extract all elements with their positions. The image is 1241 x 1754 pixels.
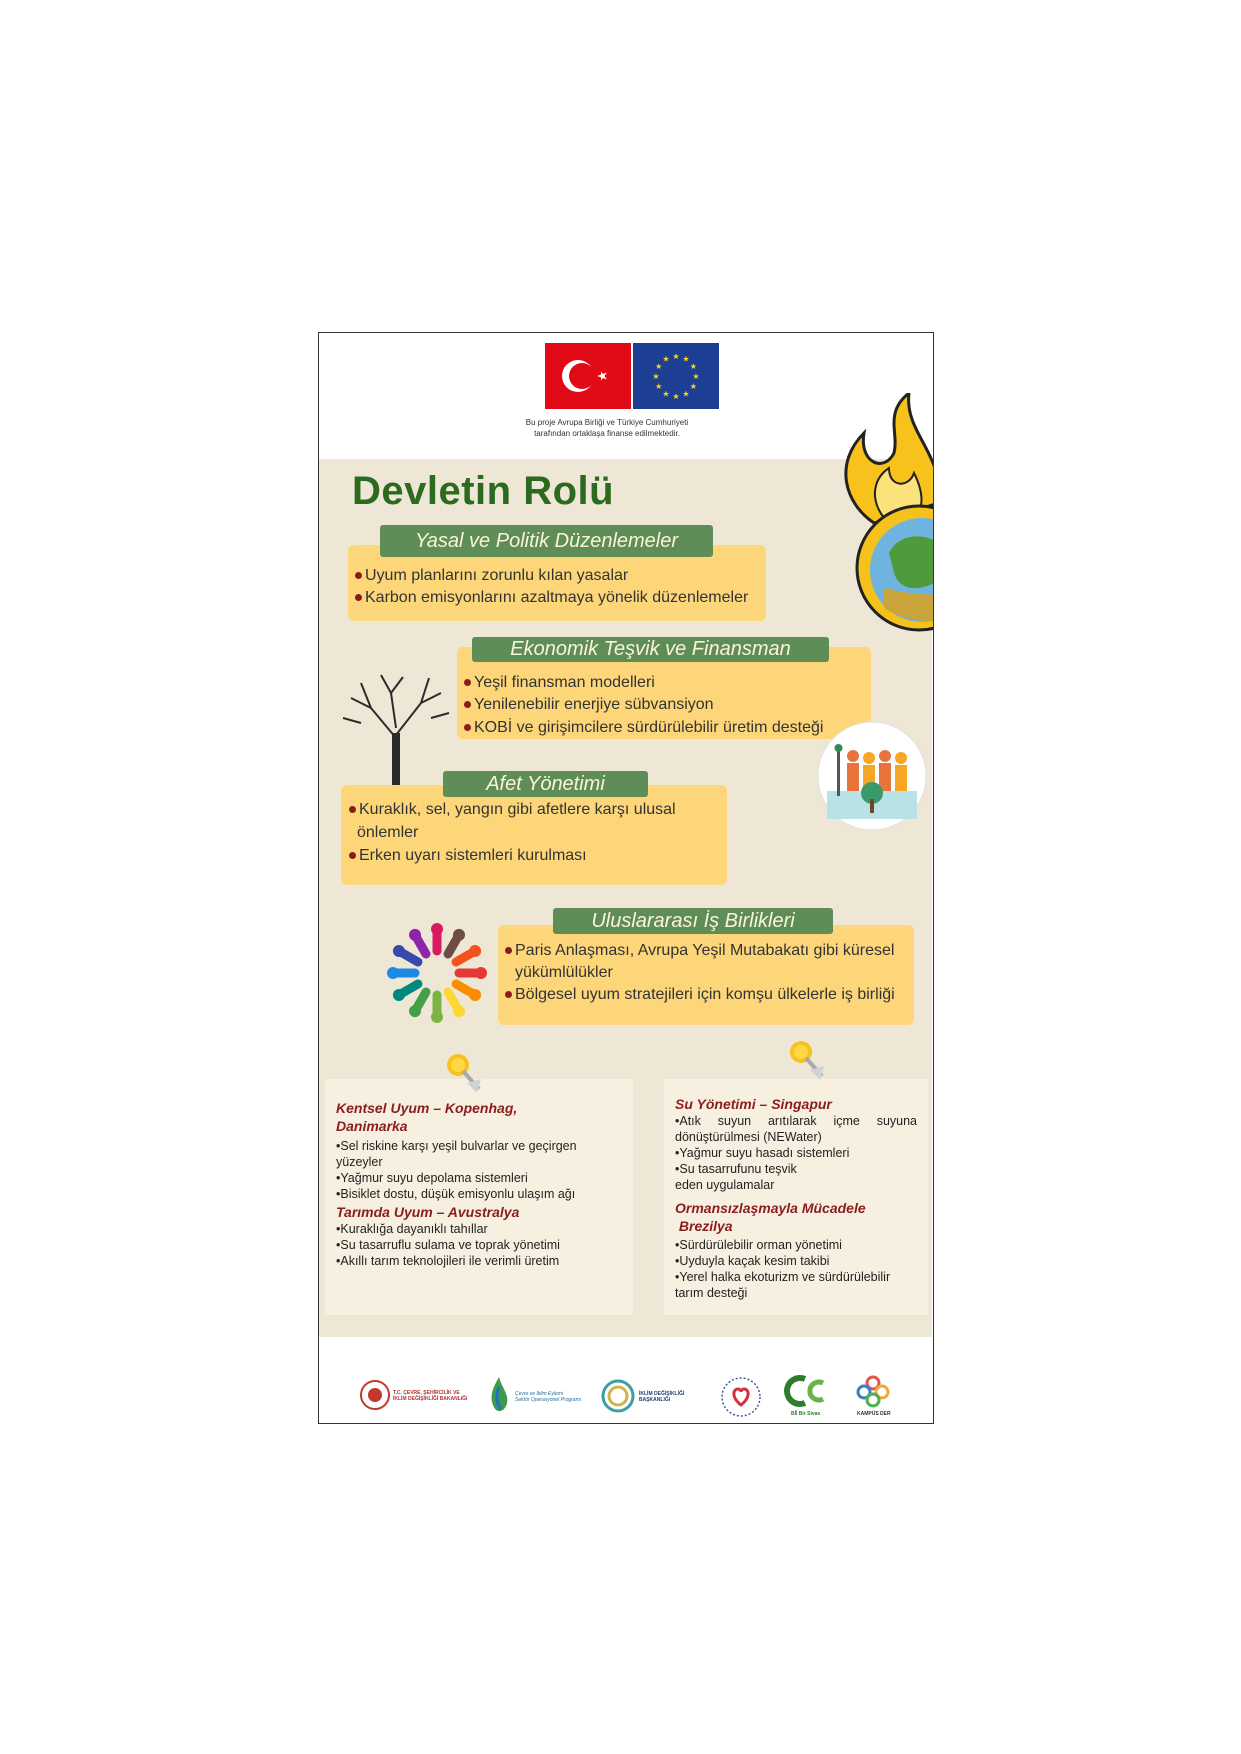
- bullet-item: Uyum planlarını zorunlu kılan yasalar: [355, 565, 628, 587]
- bullet-dot-icon: [505, 947, 512, 954]
- eu-star-icon: ★: [689, 362, 697, 371]
- page-title: Devletin Rolü: [352, 469, 615, 513]
- funding-note-line2: tarafından ortaklaşa finanse edilmektedir.: [534, 429, 680, 438]
- eu-star-icon: ★: [652, 372, 660, 381]
- bullet-item: Yenilenebilir enerjiye sübvansiyon: [464, 694, 714, 716]
- case-list-singapore: •Atık suyun arıtılarak içme suyuna dönüştürülmesi (NEWater) •Yağmur suyu hasadı sistemleri •Su tasarrufunu teşvik eden uygulamalar: [675, 1114, 917, 1192]
- ministry-logo-line1: T.C. ÇEVRE, ŞEHİRCİLİK VE: [393, 1390, 460, 1396]
- university-logo: [719, 1375, 763, 1419]
- person-body-icon: [456, 984, 475, 995]
- bullet-item: Kuraklık, sel, yangın gibi afetlere karşı ulusal: [349, 799, 676, 821]
- turkey-flag-icon: [545, 343, 631, 409]
- case-list-copenhagen: •Sel riskine karşı yeşil bulvarlar ve geçirgen yüzeyler •Yağmur suyu depolama sistemleri •Bisiklet dostu, düşük emisyonlu ulaşım ağı: [336, 1139, 577, 1201]
- person-body-icon: [456, 951, 475, 962]
- bullet-item: Paris Anlaşması, Avrupa Yeşil Mutabakatı gibi küresel: [505, 940, 894, 962]
- bullet-item: Bölgesel uyum stratejileri için komşu ülkelerle iş birliği: [505, 984, 895, 1006]
- bullet-dot-icon: [464, 701, 471, 708]
- section-label-disaster: Afet Yönetimi: [443, 771, 648, 797]
- pushpin-icon: [445, 1053, 489, 1102]
- operational-programme-logo: [487, 1375, 597, 1417]
- climate-circle-icon: [601, 1379, 635, 1413]
- bullet-dot-icon: [464, 724, 471, 731]
- case-heading-australia: Tarımda Uyum – Avustralya: [336, 1204, 520, 1220]
- heart-circle-icon: [719, 1375, 763, 1419]
- funding-note-line1: Bu proje Avrupa Birliği ve Türkiye Cumhuriyeti: [525, 418, 689, 427]
- community-planting-icon: [817, 721, 927, 831]
- person-body-icon: [415, 935, 426, 954]
- bullet-dot-icon: [355, 594, 362, 601]
- case-heading-brazil: Ormansızlaşmayla Mücadele Brezilya: [675, 1200, 866, 1234]
- case-heading-copenhagen: Kentsel Uyum – Kopenhag, Danimarka: [336, 1100, 518, 1134]
- climate-presidency-logo: [601, 1379, 711, 1413]
- bullet-item-continuation: önlemler: [357, 824, 419, 841]
- person-body-icon: [448, 992, 459, 1011]
- operational-programme-line1: Çevre ve İklim Eylemi: [515, 1391, 564, 1397]
- burning-globe-icon: [814, 393, 934, 633]
- eu-star-icon: ★: [682, 389, 690, 399]
- cooperation-circle-icon: [381, 917, 493, 1029]
- bullet-dot-icon: [349, 806, 356, 813]
- case-heading-singapore: Su Yönetimi – Singapur: [675, 1096, 832, 1112]
- kampus-flower-icon: [853, 1373, 893, 1409]
- eu-star-icon: ★: [655, 382, 663, 391]
- climate-presidency-line2: BAŞKANLIĞI: [639, 1397, 671, 1403]
- eu-star-icon: ★: [655, 362, 663, 371]
- case-list-australia: •Kuraklığa dayanıklı tahıllar •Su tasarruflu sulama ve toprak yönetimi •Akıllı tarım teknolojileri ile verimli üretim: [336, 1222, 560, 1268]
- eu-star-icon: ★: [662, 354, 670, 364]
- bullet-dot-icon: [355, 572, 362, 579]
- green-cc-icon: [779, 1373, 829, 1409]
- case-list-brazil: •Sürdürülebilir orman yönetimi •Uyduyla kaçak kesim takibi •Yerel halka ekoturizm ve sürdürülebilir tarım desteği: [675, 1238, 891, 1300]
- section-label-international: Uluslararası İş Birlikleri: [553, 908, 833, 934]
- ministry-logo: [359, 1379, 479, 1413]
- eu-star-icon: ★: [672, 352, 680, 361]
- funding-note: [517, 417, 697, 439]
- ministry-logo-line2: İKLİM DEĞİŞİKLİĞİ BAKANLIĞI: [393, 1396, 468, 1402]
- kampus-der-logo: KAMPÜS DER: [853, 1373, 903, 1419]
- eu-star-icon: ★: [692, 372, 700, 381]
- person-body-icon: [399, 984, 418, 995]
- climate-presidency-line1: İKLİM DEĞİŞİKLİĞİ: [639, 1391, 685, 1397]
- section-label-legal: Yasal ve Politik Düzenlemeler: [380, 525, 713, 557]
- ministry-seal-icon: [359, 1379, 391, 1411]
- person-body-icon: [399, 951, 418, 962]
- operational-programme-line2: Sektör Operasyonel Programı: [515, 1397, 582, 1403]
- bullet-item: Yeşil finansman modelleri: [464, 672, 655, 694]
- poster: [318, 332, 934, 1424]
- dead-tree-icon: [341, 673, 451, 788]
- bullet-item-continuation: yükümlülükler: [515, 964, 613, 981]
- person-body-icon: [448, 935, 459, 954]
- eu-flag-icon: [633, 343, 719, 409]
- bullet-item: KOBİ ve girişimcilere sürdürülebilir üretim desteği: [464, 717, 823, 739]
- eu-star-icon: ★: [682, 354, 690, 364]
- bullet-dot-icon: [464, 679, 471, 686]
- eu-star-icon: ★: [662, 389, 670, 399]
- person-body-icon: [415, 992, 426, 1011]
- pushpin-icon: [788, 1040, 832, 1089]
- eu-star-icon: ★: [672, 392, 680, 401]
- bullet-dot-icon: [505, 991, 512, 998]
- water-drop-icon: [487, 1375, 511, 1417]
- eu-star-icon: ★: [689, 382, 697, 391]
- bullet-item: Karbon emisyonlarını azaltmaya yönelik düzenlemeler: [355, 587, 748, 609]
- bullet-dot-icon: [349, 852, 356, 859]
- bii-bir-sivas-logo: Bİİ Bir Sivas: [779, 1373, 839, 1419]
- bullet-item: Erken uyarı sistemleri kurulması: [349, 845, 587, 867]
- section-label-economic: Ekonomik Teşvik ve Finansman: [472, 637, 829, 662]
